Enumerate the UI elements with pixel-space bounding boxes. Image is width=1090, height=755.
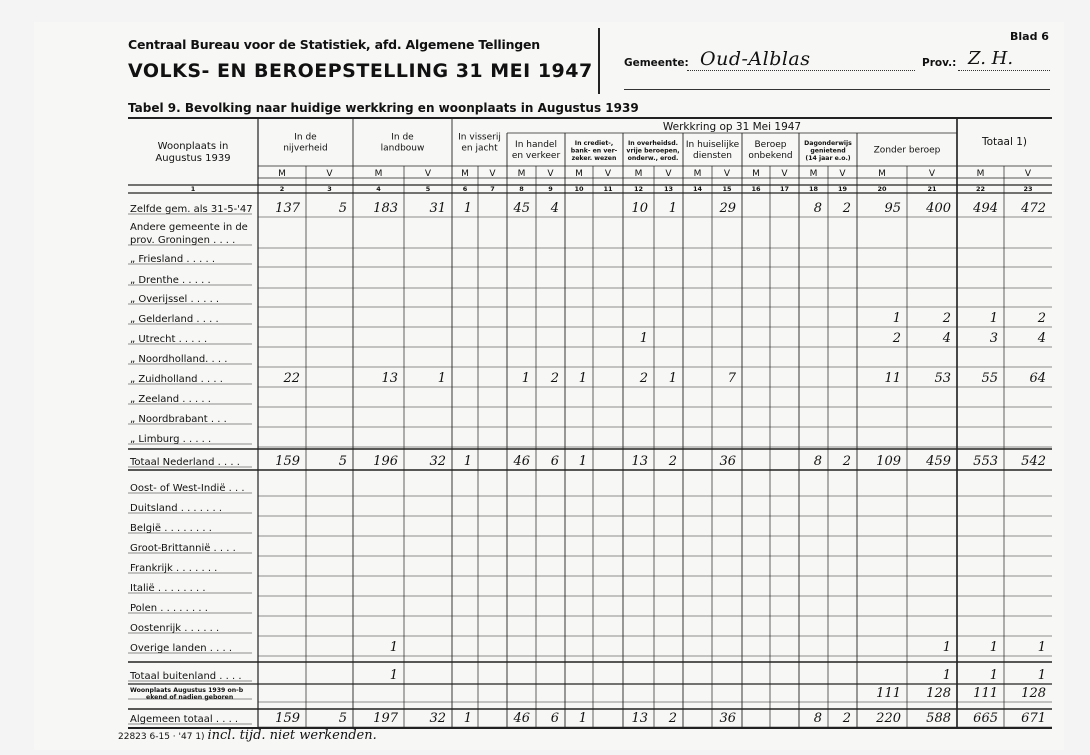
cell-value: 2 bbox=[550, 371, 559, 386]
stub-header-line: Augustus 1939 bbox=[155, 153, 231, 164]
group-header-4: zeker. wezen bbox=[571, 155, 617, 162]
stub-header-line: Woonplaats in bbox=[157, 141, 229, 152]
col-number: 15 bbox=[722, 185, 732, 193]
cell-value: 8 bbox=[813, 711, 822, 726]
gemeente-value: Oud-Alblas bbox=[700, 48, 811, 70]
cell-value: 55 bbox=[981, 371, 998, 386]
group-header-4: bank- en ver- bbox=[570, 147, 618, 155]
col-number: 13 bbox=[663, 185, 674, 193]
print-code: 22823 6-15 · '47 bbox=[118, 732, 193, 742]
cell-value: 2 bbox=[1037, 311, 1046, 326]
cell-value: 1 bbox=[521, 371, 530, 386]
sex-label-m: M bbox=[809, 169, 818, 179]
gemeente-label: Gemeente: bbox=[624, 57, 689, 69]
cell-value: 111 bbox=[973, 686, 998, 701]
sex-label-v: V bbox=[723, 169, 731, 179]
cell-value: 46 bbox=[513, 711, 530, 726]
cell-value: 36 bbox=[719, 711, 736, 726]
cell-value: 53 bbox=[934, 371, 951, 386]
col-number: 17 bbox=[779, 185, 790, 193]
province-label: Prov.: bbox=[922, 57, 957, 69]
cell-value: 220 bbox=[876, 711, 901, 726]
cell-value: 13 bbox=[381, 371, 398, 386]
row-label: prov. Groningen . . . . bbox=[130, 235, 236, 246]
cell-value: 1 bbox=[668, 201, 677, 216]
sex-label-m: M bbox=[976, 169, 985, 179]
cell-value: 5 bbox=[338, 201, 347, 216]
sex-label-v: V bbox=[604, 169, 612, 179]
col-number: 23 bbox=[1023, 185, 1033, 193]
cell-value: 1 bbox=[437, 371, 446, 386]
col-number: 9 bbox=[548, 185, 553, 193]
cell-value: 109 bbox=[876, 454, 901, 469]
organisation-name: Centraal Bureau voor de Statistiek, afd. Algemene Tellingen bbox=[128, 37, 540, 52]
row-label: „ Friesland . . . . . bbox=[130, 254, 216, 265]
cell-value: 494 bbox=[973, 201, 998, 216]
col-number: 11 bbox=[603, 185, 613, 193]
row-label: Totaal Nederland . . . . bbox=[130, 457, 240, 468]
sex-label-v: V bbox=[489, 169, 496, 179]
group-header-7: onbekend bbox=[748, 151, 793, 161]
row-label: Polen . . . . . . . . bbox=[130, 603, 208, 614]
col-number: 6 bbox=[462, 185, 468, 193]
col-number: 5 bbox=[425, 185, 431, 193]
sex-label-v: V bbox=[928, 169, 936, 179]
row-label: Oost- of West-Indië . . . bbox=[130, 483, 245, 494]
col-number: 16 bbox=[751, 185, 761, 193]
cell-value: 8 bbox=[813, 201, 822, 216]
sex-label-v: V bbox=[781, 169, 788, 179]
sex-label-m: M bbox=[634, 169, 643, 179]
group-header-5: vrije beroepen, bbox=[626, 147, 680, 155]
cell-value: 137 bbox=[275, 201, 300, 216]
cell-value: 2 bbox=[942, 311, 951, 326]
cell-value: 665 bbox=[973, 711, 998, 726]
col-number: 10 bbox=[574, 185, 584, 193]
cell-value: 45 bbox=[513, 201, 530, 216]
sex-label-m: M bbox=[693, 169, 702, 179]
cell-value: 7 bbox=[727, 371, 736, 386]
group-header-6: In huiselijke bbox=[685, 140, 740, 150]
group-header-4: In crediet-, bbox=[574, 140, 614, 147]
row-label: Overige landen . . . . bbox=[130, 643, 233, 654]
col-number: 2 bbox=[279, 185, 285, 193]
row-label: ekend of nadien geboren bbox=[146, 694, 234, 701]
cell-value: 4 bbox=[1037, 331, 1046, 346]
cell-value: 2 bbox=[892, 331, 901, 346]
cell-value: 13 bbox=[631, 454, 648, 469]
cell-value: 1 bbox=[463, 711, 472, 726]
row-label: „ Gelderland . . . . bbox=[130, 314, 219, 325]
col-number: 21 bbox=[927, 185, 937, 193]
group-header-8: (14 jaar e.o.) bbox=[805, 155, 851, 162]
group-header-5: onderw., erod. bbox=[627, 155, 679, 162]
cell-value: 588 bbox=[926, 711, 951, 726]
cell-value: 32 bbox=[429, 711, 446, 726]
cell-value: 1 bbox=[578, 454, 587, 469]
cell-value: 1 bbox=[463, 454, 472, 469]
col-number: 14 bbox=[692, 185, 703, 193]
cell-value: 2 bbox=[668, 454, 677, 469]
col-number: 3 bbox=[327, 185, 332, 193]
group-header-9: Zonder beroep bbox=[873, 145, 941, 156]
sex-label-m: M bbox=[461, 169, 469, 179]
row-label: Algemeen totaal . . . . bbox=[130, 714, 239, 725]
cell-value: 1 bbox=[892, 311, 901, 326]
cell-value: 1 bbox=[578, 371, 587, 386]
form-title: VOLKS- EN BEROEPSTELLING 31 MEI 1947 bbox=[128, 60, 593, 82]
group-header-0: nijverheid bbox=[283, 143, 328, 154]
group-header-5: In overheidsd. bbox=[627, 140, 679, 147]
cell-value: 5 bbox=[338, 454, 347, 469]
cell-value: 1 bbox=[942, 640, 951, 655]
col-number: 22 bbox=[975, 185, 986, 193]
cell-value: 159 bbox=[275, 454, 300, 469]
cell-value: 32 bbox=[429, 454, 446, 469]
cell-value: 400 bbox=[926, 201, 951, 216]
cell-value: 6 bbox=[550, 711, 559, 726]
cell-value: 1 bbox=[578, 711, 587, 726]
cell-value: 542 bbox=[1021, 454, 1046, 469]
row-label: „ Limburg . . . . . bbox=[130, 434, 212, 445]
cell-value: 3 bbox=[989, 331, 998, 346]
cell-value: 36 bbox=[719, 454, 736, 469]
sex-label-m: M bbox=[517, 169, 526, 179]
cell-value: 46 bbox=[513, 454, 530, 469]
sex-label-m: M bbox=[575, 169, 583, 179]
group-header-10: Totaal 1) bbox=[981, 136, 1028, 148]
row-label: „ Overijssel . . . . . bbox=[130, 294, 220, 305]
cell-value: 1 bbox=[989, 311, 998, 326]
cell-value: 5 bbox=[338, 711, 347, 726]
row-label: „ Utrecht . . . . . bbox=[130, 334, 208, 345]
werkkring-header: Werkkring op 31 Mei 1947 bbox=[662, 121, 802, 133]
cell-value: 10 bbox=[631, 201, 648, 216]
cell-value: 1 bbox=[463, 201, 472, 216]
cell-value: 2 bbox=[668, 711, 677, 726]
cell-value: 95 bbox=[884, 201, 901, 216]
cell-value: 1 bbox=[989, 668, 998, 683]
group-header-1: landbouw bbox=[380, 143, 425, 154]
group-header-3: en verkeer bbox=[511, 151, 561, 161]
col-number: 1 bbox=[190, 185, 196, 193]
cell-value: 6 bbox=[550, 454, 559, 469]
row-label: Groot-Brittannië . . . . bbox=[130, 543, 236, 554]
col-number: 8 bbox=[519, 185, 524, 193]
cell-value: 553 bbox=[973, 454, 998, 469]
row-label: Totaal buitenland . . . . bbox=[130, 671, 242, 682]
group-header-2: en jacht bbox=[461, 143, 498, 154]
group-header-2: In visserij bbox=[458, 132, 501, 143]
row-label: Oostenrijk . . . . . . bbox=[130, 623, 220, 634]
row-label: „ Noordholland. . . . bbox=[130, 354, 228, 365]
cell-value: 1 bbox=[389, 640, 398, 655]
cell-value: 1 bbox=[389, 668, 398, 683]
group-header-1: In de bbox=[391, 132, 414, 143]
cell-value: 128 bbox=[926, 686, 951, 701]
cell-value: 1 bbox=[668, 371, 677, 386]
sex-label-v: V bbox=[665, 169, 672, 179]
cell-value: 13 bbox=[631, 711, 648, 726]
row-label: Woonplaats Augustus 1939 on-b bbox=[130, 687, 244, 694]
row-label: Andere gemeente in de bbox=[130, 222, 248, 233]
cell-value: 671 bbox=[1021, 711, 1046, 726]
cell-value: 1 bbox=[639, 331, 648, 346]
cell-value: 64 bbox=[1029, 371, 1046, 386]
cell-value: 2 bbox=[639, 371, 648, 386]
row-label: „ Noordbrabant . . . bbox=[130, 414, 227, 425]
cell-value: 31 bbox=[429, 201, 446, 216]
cell-value: 4 bbox=[942, 331, 951, 346]
sex-label-m: M bbox=[878, 169, 886, 179]
cell-value: 2 bbox=[842, 711, 851, 726]
cell-value: 111 bbox=[876, 686, 901, 701]
col-number: 20 bbox=[877, 185, 887, 193]
sex-label-v: V bbox=[839, 169, 846, 179]
row-label: „ Zeeland . . . . . bbox=[130, 394, 211, 405]
province-value: Z. H. bbox=[968, 48, 1014, 69]
group-header-8: genietend bbox=[810, 147, 846, 155]
sex-label-m: M bbox=[278, 169, 286, 179]
row-label: Italië . . . . . . . . bbox=[130, 583, 206, 594]
footnote-mark: 1) bbox=[195, 732, 205, 742]
row-label: Frankrijk . . . . . . . bbox=[130, 563, 218, 574]
col-number: 7 bbox=[490, 185, 495, 193]
footnote bbox=[118, 728, 377, 743]
col-number: 12 bbox=[633, 185, 644, 193]
cell-value: 11 bbox=[884, 371, 901, 386]
row-label: „ Zuidholland . . . . bbox=[130, 374, 223, 385]
cell-value: 196 bbox=[373, 454, 398, 469]
cell-value: 183 bbox=[373, 201, 398, 216]
cell-value: 472 bbox=[1021, 201, 1046, 216]
row-label: België . . . . . . . . bbox=[130, 523, 212, 534]
sex-label-m: M bbox=[752, 169, 760, 179]
cell-value: 1 bbox=[989, 640, 998, 655]
cell-value: 159 bbox=[275, 711, 300, 726]
col-number: 4 bbox=[376, 185, 381, 193]
table-title: Tabel 9. Bevolking naar huidige werkkring en woonplaats in Augustus 1939 bbox=[128, 101, 639, 115]
cell-value: 2 bbox=[842, 454, 851, 469]
cell-value: 459 bbox=[926, 454, 951, 469]
sex-label-v: V bbox=[1024, 169, 1032, 179]
cell-value: 128 bbox=[1021, 686, 1046, 701]
sheet-number: Blad 6 bbox=[1010, 30, 1049, 43]
group-header-8: Dagonderwijs bbox=[804, 140, 852, 147]
cell-value: 1 bbox=[1037, 640, 1046, 655]
cell-value: 1 bbox=[1037, 668, 1046, 683]
group-header-3: In handel bbox=[515, 140, 557, 150]
footnote-text: incl. tijd. niet werkenden. bbox=[207, 728, 377, 743]
cell-value: 8 bbox=[813, 454, 822, 469]
cell-value: 2 bbox=[842, 201, 851, 216]
row-label: „ Drenthe . . . . . bbox=[130, 275, 211, 286]
cell-value: 4 bbox=[550, 201, 559, 216]
sex-label-v: V bbox=[424, 169, 432, 179]
cell-value: 22 bbox=[283, 371, 300, 386]
group-header-7: Beroep bbox=[754, 140, 787, 150]
cell-value: 29 bbox=[719, 201, 736, 216]
sex-label-m: M bbox=[374, 169, 383, 179]
cell-value: 1 bbox=[942, 668, 951, 683]
group-header-6: diensten bbox=[693, 151, 732, 161]
col-number: 18 bbox=[808, 185, 819, 193]
col-number: 19 bbox=[837, 185, 848, 193]
row-label: Duitsland . . . . . . . bbox=[130, 503, 223, 514]
sex-label-v: V bbox=[326, 169, 333, 179]
sex-label-v: V bbox=[547, 169, 554, 179]
row-label: Zelfde gem. als 31-5-'47 bbox=[130, 204, 253, 215]
cell-value: 197 bbox=[373, 711, 398, 726]
group-header-0: In de bbox=[294, 132, 317, 143]
